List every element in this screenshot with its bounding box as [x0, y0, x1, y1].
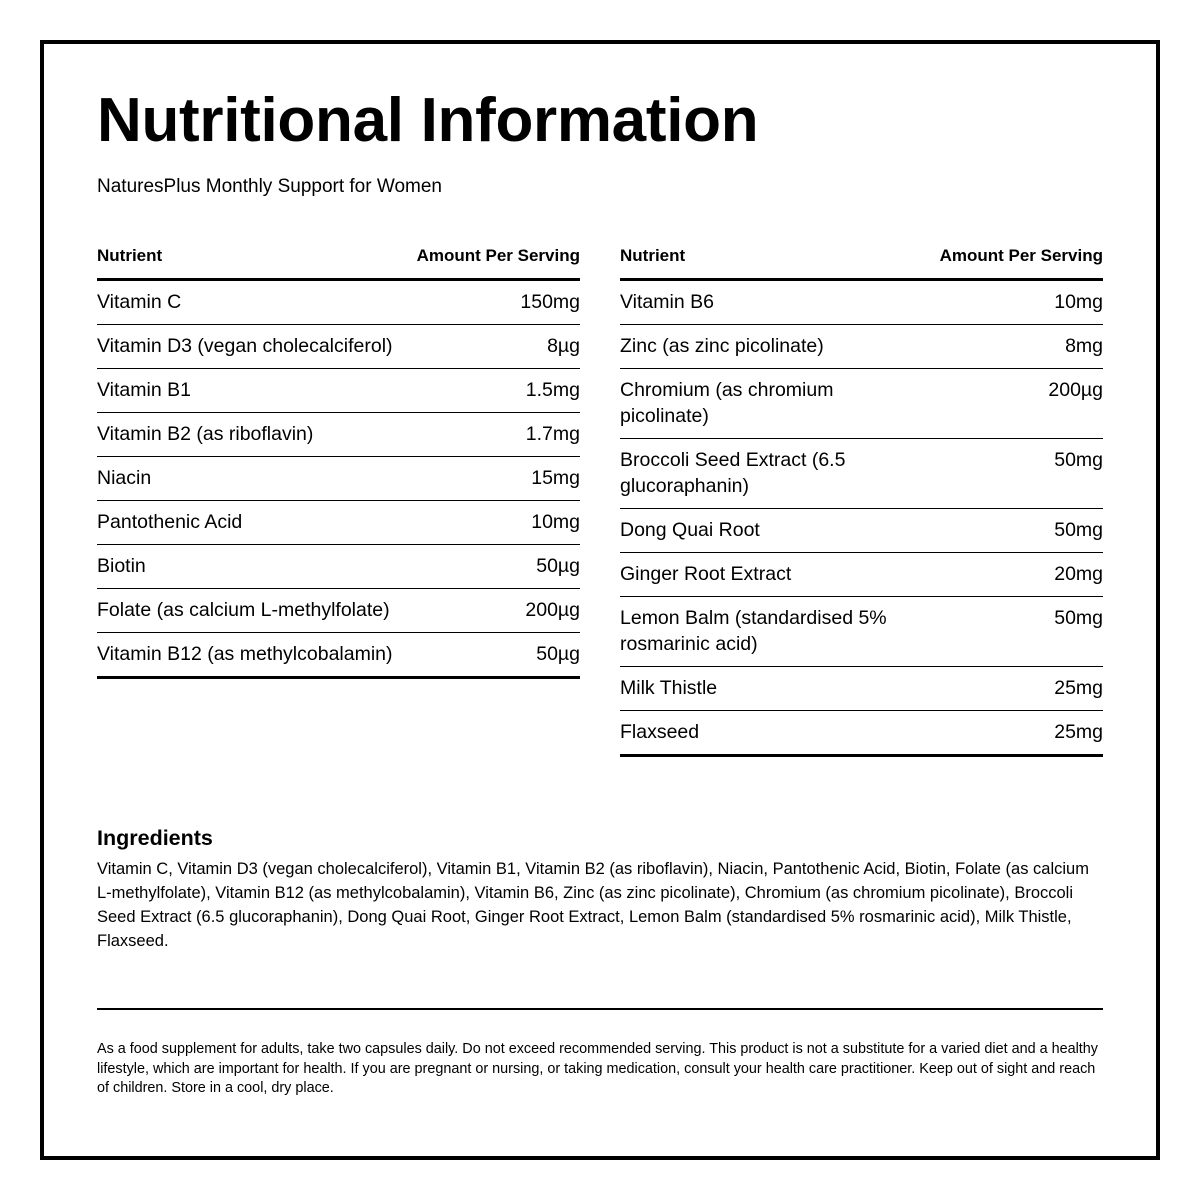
- table-row: [97, 501, 580, 545]
- table-row: [97, 325, 580, 369]
- section-divider: [97, 1008, 1103, 1010]
- nutrient-name: Chromium (as chromium picolinate): [620, 379, 834, 427]
- nutrient-name: Vitamin B2 (as riboflavin): [97, 423, 314, 445]
- nutrient-table-right: [620, 242, 1103, 757]
- table-row: [620, 281, 1103, 325]
- nutrient-amount: 1.5mg: [525, 379, 580, 401]
- nutrient-name: Zinc (as zinc picolinate): [620, 335, 824, 357]
- product-name: NaturesPlus Monthly Support for Women: [97, 176, 442, 197]
- table-row: [620, 711, 1103, 757]
- nutrient-name: Vitamin B1: [97, 379, 191, 401]
- nutrient-name: Flaxseed: [620, 721, 700, 743]
- nutrient-amount: 15mg: [531, 467, 580, 489]
- nutrient-name: Vitamin B12 (as methylcobalamin): [97, 643, 393, 665]
- nutrient-name: Vitamin B6: [620, 291, 714, 313]
- usage-disclaimer: As a food supplement for adults, take two capsules daily. Do not exceed recommended serving. This product is not a substitute for a varied diet and a healthy lifestyle, which are important for health. If you are pregnant or nursing, or taking medication, consult your health care practitioner. Keep out of sight and reach of children. Store in a cool, dry place.: [97, 1041, 1098, 1096]
- nutrient-table-left: [97, 242, 580, 679]
- nutrient-name: Pantothenic Acid: [97, 511, 243, 533]
- table-row: [97, 589, 580, 633]
- table-row: [97, 457, 580, 501]
- table-row: [97, 281, 580, 325]
- nutrient-amount: 50µg: [536, 555, 580, 577]
- nutrient-amount: 10mg: [1054, 291, 1103, 313]
- nutrient-amount: 1.7mg: [525, 423, 580, 445]
- nutrient-amount: 25mg: [1054, 721, 1103, 743]
- nutrient-name: Vitamin D3 (vegan cholecalciferol): [97, 335, 393, 357]
- table-row: [620, 597, 1103, 667]
- table-row: [97, 633, 580, 679]
- page-title: Nutritional Information: [97, 86, 759, 155]
- ingredients-heading: Ingredients: [97, 826, 213, 850]
- table-header: [97, 242, 580, 281]
- amount-column-header: Amount Per Serving: [939, 246, 1103, 265]
- nutrient-name: Milk Thistle: [620, 677, 718, 699]
- table-row: [97, 545, 580, 589]
- nutrient-column-header: Nutrient: [97, 246, 163, 265]
- nutrient-name: Lemon Balm (standardised 5% rosmarinic acid): [620, 607, 887, 655]
- nutrient-amount: 10mg: [531, 511, 580, 533]
- nutrient-amount: 8µg: [547, 335, 580, 357]
- nutrient-name: Folate (as calcium L-methylfolate): [97, 599, 390, 621]
- amount-column-header: Amount Per Serving: [416, 246, 580, 265]
- table-row: [620, 553, 1103, 597]
- table-row: [620, 325, 1103, 369]
- table-row: [97, 369, 580, 413]
- ingredients-list: Vitamin C, Vitamin D3 (vegan cholecalciferol), Vitamin B1, Vitamin B2 (as riboflavin), Niacin, Pantothenic Acid, Biotin, Folate (as calcium L-methylfolate), Vitamin B12 (as methylcobalamin), Vitamin B6, Zinc (as zinc picolinate), Chromium (as chromium picolinate), Broccoli Seed Extract (6.5 glucoraphanin), Dong Quai Root, Ginger Root Extract, Lemon Balm (standardised 5% rosmarinic acid), Milk Thistle, Flaxseed.: [97, 860, 1089, 950]
- nutrient-name: Biotin: [97, 555, 146, 577]
- table-header: [620, 242, 1103, 281]
- nutrient-amount: 20mg: [1054, 563, 1103, 585]
- nutrient-amount: 8mg: [1065, 335, 1103, 357]
- nutrient-column-header: Nutrient: [620, 246, 686, 265]
- nutrient-amount: 50mg: [1054, 607, 1103, 629]
- table-row: [620, 439, 1103, 509]
- nutrient-amount: 150mg: [520, 291, 580, 313]
- table-row: [97, 413, 580, 457]
- nutrient-amount: 25mg: [1054, 677, 1103, 699]
- nutrient-amount: 50mg: [1054, 449, 1103, 471]
- nutrient-amount: 50µg: [536, 643, 580, 665]
- nutrient-name: Niacin: [97, 467, 152, 489]
- table-row: [620, 509, 1103, 553]
- nutrient-amount: 50mg: [1054, 519, 1103, 541]
- nutrient-name: Ginger Root Extract: [620, 563, 792, 585]
- nutrient-amount: 200µg: [525, 599, 580, 621]
- table-row: [620, 667, 1103, 711]
- nutrient-amount: 200µg: [1048, 379, 1103, 401]
- table-row: [620, 369, 1103, 439]
- nutrient-name: Dong Quai Root: [620, 519, 760, 541]
- nutrient-name: Broccoli Seed Extract (6.5 glucoraphanin): [620, 449, 846, 497]
- nutrient-name: Vitamin C: [97, 291, 182, 313]
